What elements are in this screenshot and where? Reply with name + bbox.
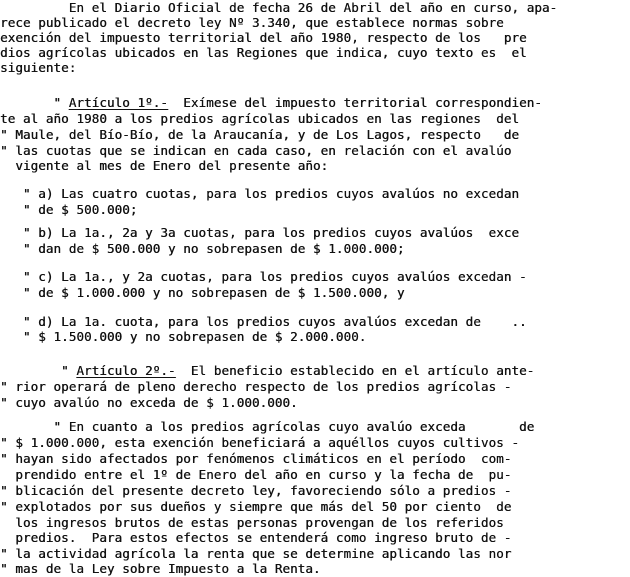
articulo1-line-5: vigente al mes de Enero del presente año: (0, 158, 329, 173)
item-a-line-2: " de $ 500.000; (0, 202, 138, 217)
articulo1-line-3: " Maule, del Bío-Bío, de la Araucanía, y de Los Lagos, respecto de (0, 127, 519, 142)
item-a-line-1: " a) Las cuatro cuotas, para los predios cuyos avalúos no excedan (0, 186, 519, 201)
item-b-line-2: " dan de $ 500.000 y no sobrepasen de $ 1.000.000; (0, 241, 405, 256)
closing-line-7: los ingresos brutos de estas personas provengan de los referidos (0, 515, 504, 530)
articulo1-line-2: te al año 1980 a los predios agrícolas ubicados en las regiones del (0, 111, 519, 126)
item-d-line-2: " $ 1.500.000 y no sobrepasen de $ 2.000.000. (0, 329, 367, 344)
closing-line-8: predios. Para estos efectos se entenderá como ingreso bruto de - (0, 530, 512, 545)
item-b-line-1: " b) La 1a., 2a y 3a cuotas, para los predios cuyos avalúos exce (0, 225, 519, 240)
intro-line-4: dios agrícolas ubicados en las Regiones que indica, cuyo texto es el (0, 45, 527, 60)
articulo1-line-1: " Artículo 1º.- Exímese del impuesto territorial correspondien- (0, 95, 542, 110)
closing-line-6: " explotados por sus dueños y siempre que más del 50 por ciento de (0, 499, 512, 514)
articulo2-line-1: " Artículo 2º.- El beneficio establecido en el artículo ante- (0, 363, 535, 378)
closing-line-9: " la actividad agrícola la renta que se determine aplicando las nor (0, 546, 512, 561)
item-d-line-1: " d) La 1a. cuota, para los predios cuyos avalúos excedan de .. (0, 314, 527, 329)
closing-line-10: " mas de la Ley sobre Impuesto a la Renta. (0, 561, 321, 576)
intro-line-1: En el Diario Oficial de fecha 26 de Abril del año en curso, apa- (0, 0, 558, 15)
closing-line-2: " $ 1.000.000, esta exención beneficiará a aquéllos cuyos cultivos - (0, 435, 519, 450)
item-c-line-1: " c) La 1a., y 2a cuotas, para los predios cuyos avalúos excedan - (0, 269, 527, 284)
item-c-line-2: " de $ 1.000.000 y no sobrepasen de $ 1.500.000, y (0, 285, 405, 300)
closing-line-4: prendido entre el 1º de Enero del año en curso y la fecha de pu- (0, 467, 512, 482)
articulo1-heading: Artículo 1º.- (68, 95, 168, 110)
intro-line-5: siguiente: (0, 60, 77, 75)
articulo1-line-4: " las cuotas que se indican en cada caso, en relación con el avalúo (0, 143, 512, 158)
closing-line-1: " En cuanto a los predios agrícolas cuyo avalúo exceda de (0, 419, 535, 434)
closing-line-3: " hayan sido afectados por fenómenos climáticos en el período com- (0, 451, 512, 466)
intro-line-2: rece publicado el decreto ley Nº 3.340, que establece normas sobre (0, 15, 504, 30)
closing-line-5: " blicación del presente decreto ley, favoreciendo sólo a predios - (0, 483, 512, 498)
articulo2-line-3: " cuyo avalúo no exceda de $ 1.000.000. (0, 395, 298, 410)
articulo2-line-2: " rior operará de pleno derecho respecto de los predios agrícolas - (0, 379, 512, 394)
articulo2-heading: Artículo 2º.- (76, 363, 176, 378)
intro-line-3: exención del impuesto territorial del año 1980, respecto de los pre (0, 30, 527, 45)
